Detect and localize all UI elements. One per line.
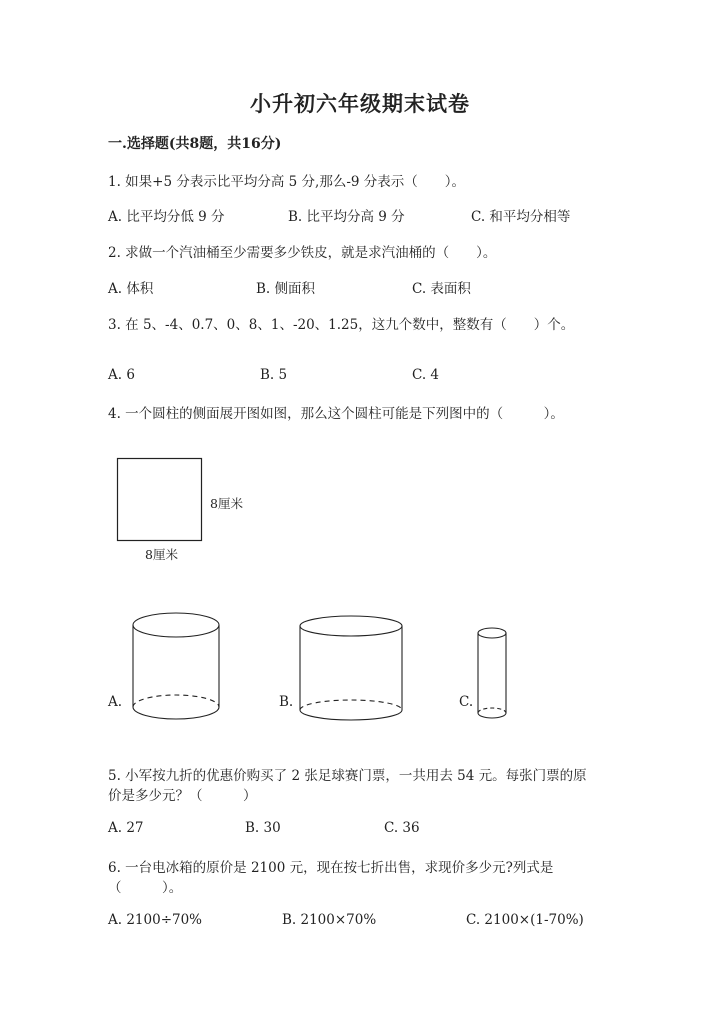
- side-unfold-square: [117, 458, 203, 541]
- question-4-option-b: B.: [279, 694, 294, 710]
- question-2-option-b: B. 侧面积: [256, 281, 316, 297]
- question-1-text: 1. 如果+5 分表示比平均分高 5 分,那么-9 分表示（ ）。: [108, 174, 466, 190]
- question-6-option-c: C. 2100×(1-70%): [466, 912, 584, 928]
- question-4-option-c: C.: [459, 694, 474, 710]
- square-bottom-label: 8厘米: [145, 547, 178, 562]
- question-2-text: 2. 求做一个汽油桶至少需要多少铁皮，就是求汽油桶的（ ）。: [108, 245, 497, 261]
- cylinder-c-figure: [477, 627, 509, 727]
- question-5-option-b: B. 30: [245, 820, 281, 836]
- question-1-option-b: B. 比平均分高 9 分: [288, 209, 405, 225]
- question-5-text-line1: 5. 小军按九折的优惠价购买了 2 张足球赛门票，一共用去 54 元。每张门票的原: [108, 768, 587, 784]
- question-3-option-a: A. 6: [108, 367, 135, 383]
- question-5-text-line2: 价是多少元？（ ）: [108, 788, 257, 804]
- question-6-option-b: B. 2100×70%: [282, 912, 377, 928]
- question-4-option-a: A.: [108, 694, 123, 710]
- question-4-text: 4. 一个圆柱的侧面展开图如图，那么这个圆柱可能是下列图中的（ ）。: [108, 406, 564, 422]
- question-2-option-a: A. 体积: [108, 281, 154, 297]
- section-heading: 一.选择题(共8题，共16分): [108, 136, 282, 152]
- question-5-option-c: C. 36: [384, 820, 420, 836]
- question-6-text-line2: （ ）。: [108, 880, 183, 896]
- question-1-option-c: C. 和平均分相等: [471, 209, 571, 225]
- question-6-text-line1: 6. 一台电冰箱的原价是 2100 元，现在按七折出售，求现价多少元?列式是: [108, 860, 554, 876]
- square-side-label: 8厘米: [210, 496, 243, 511]
- question-3-option-c: C. 4: [412, 367, 440, 383]
- question-3-option-b: B. 5: [260, 367, 288, 383]
- question-2-option-c: C. 表面积: [412, 281, 471, 297]
- question-1-option-a: A. 比平均分低 9 分: [108, 209, 225, 225]
- page-title: 小升初六年级期末试卷: [250, 91, 470, 116]
- cylinder-b-figure: [299, 615, 405, 725]
- question-6-option-a: A. 2100÷70%: [108, 912, 203, 928]
- cylinder-a-figure: [132, 612, 222, 722]
- question-5-option-a: A. 27: [108, 820, 144, 836]
- question-3-text: 3. 在 5、-4、0.7、0、8、1、-20、1.25，这九个数中，整数有（ ）个。: [108, 317, 575, 333]
